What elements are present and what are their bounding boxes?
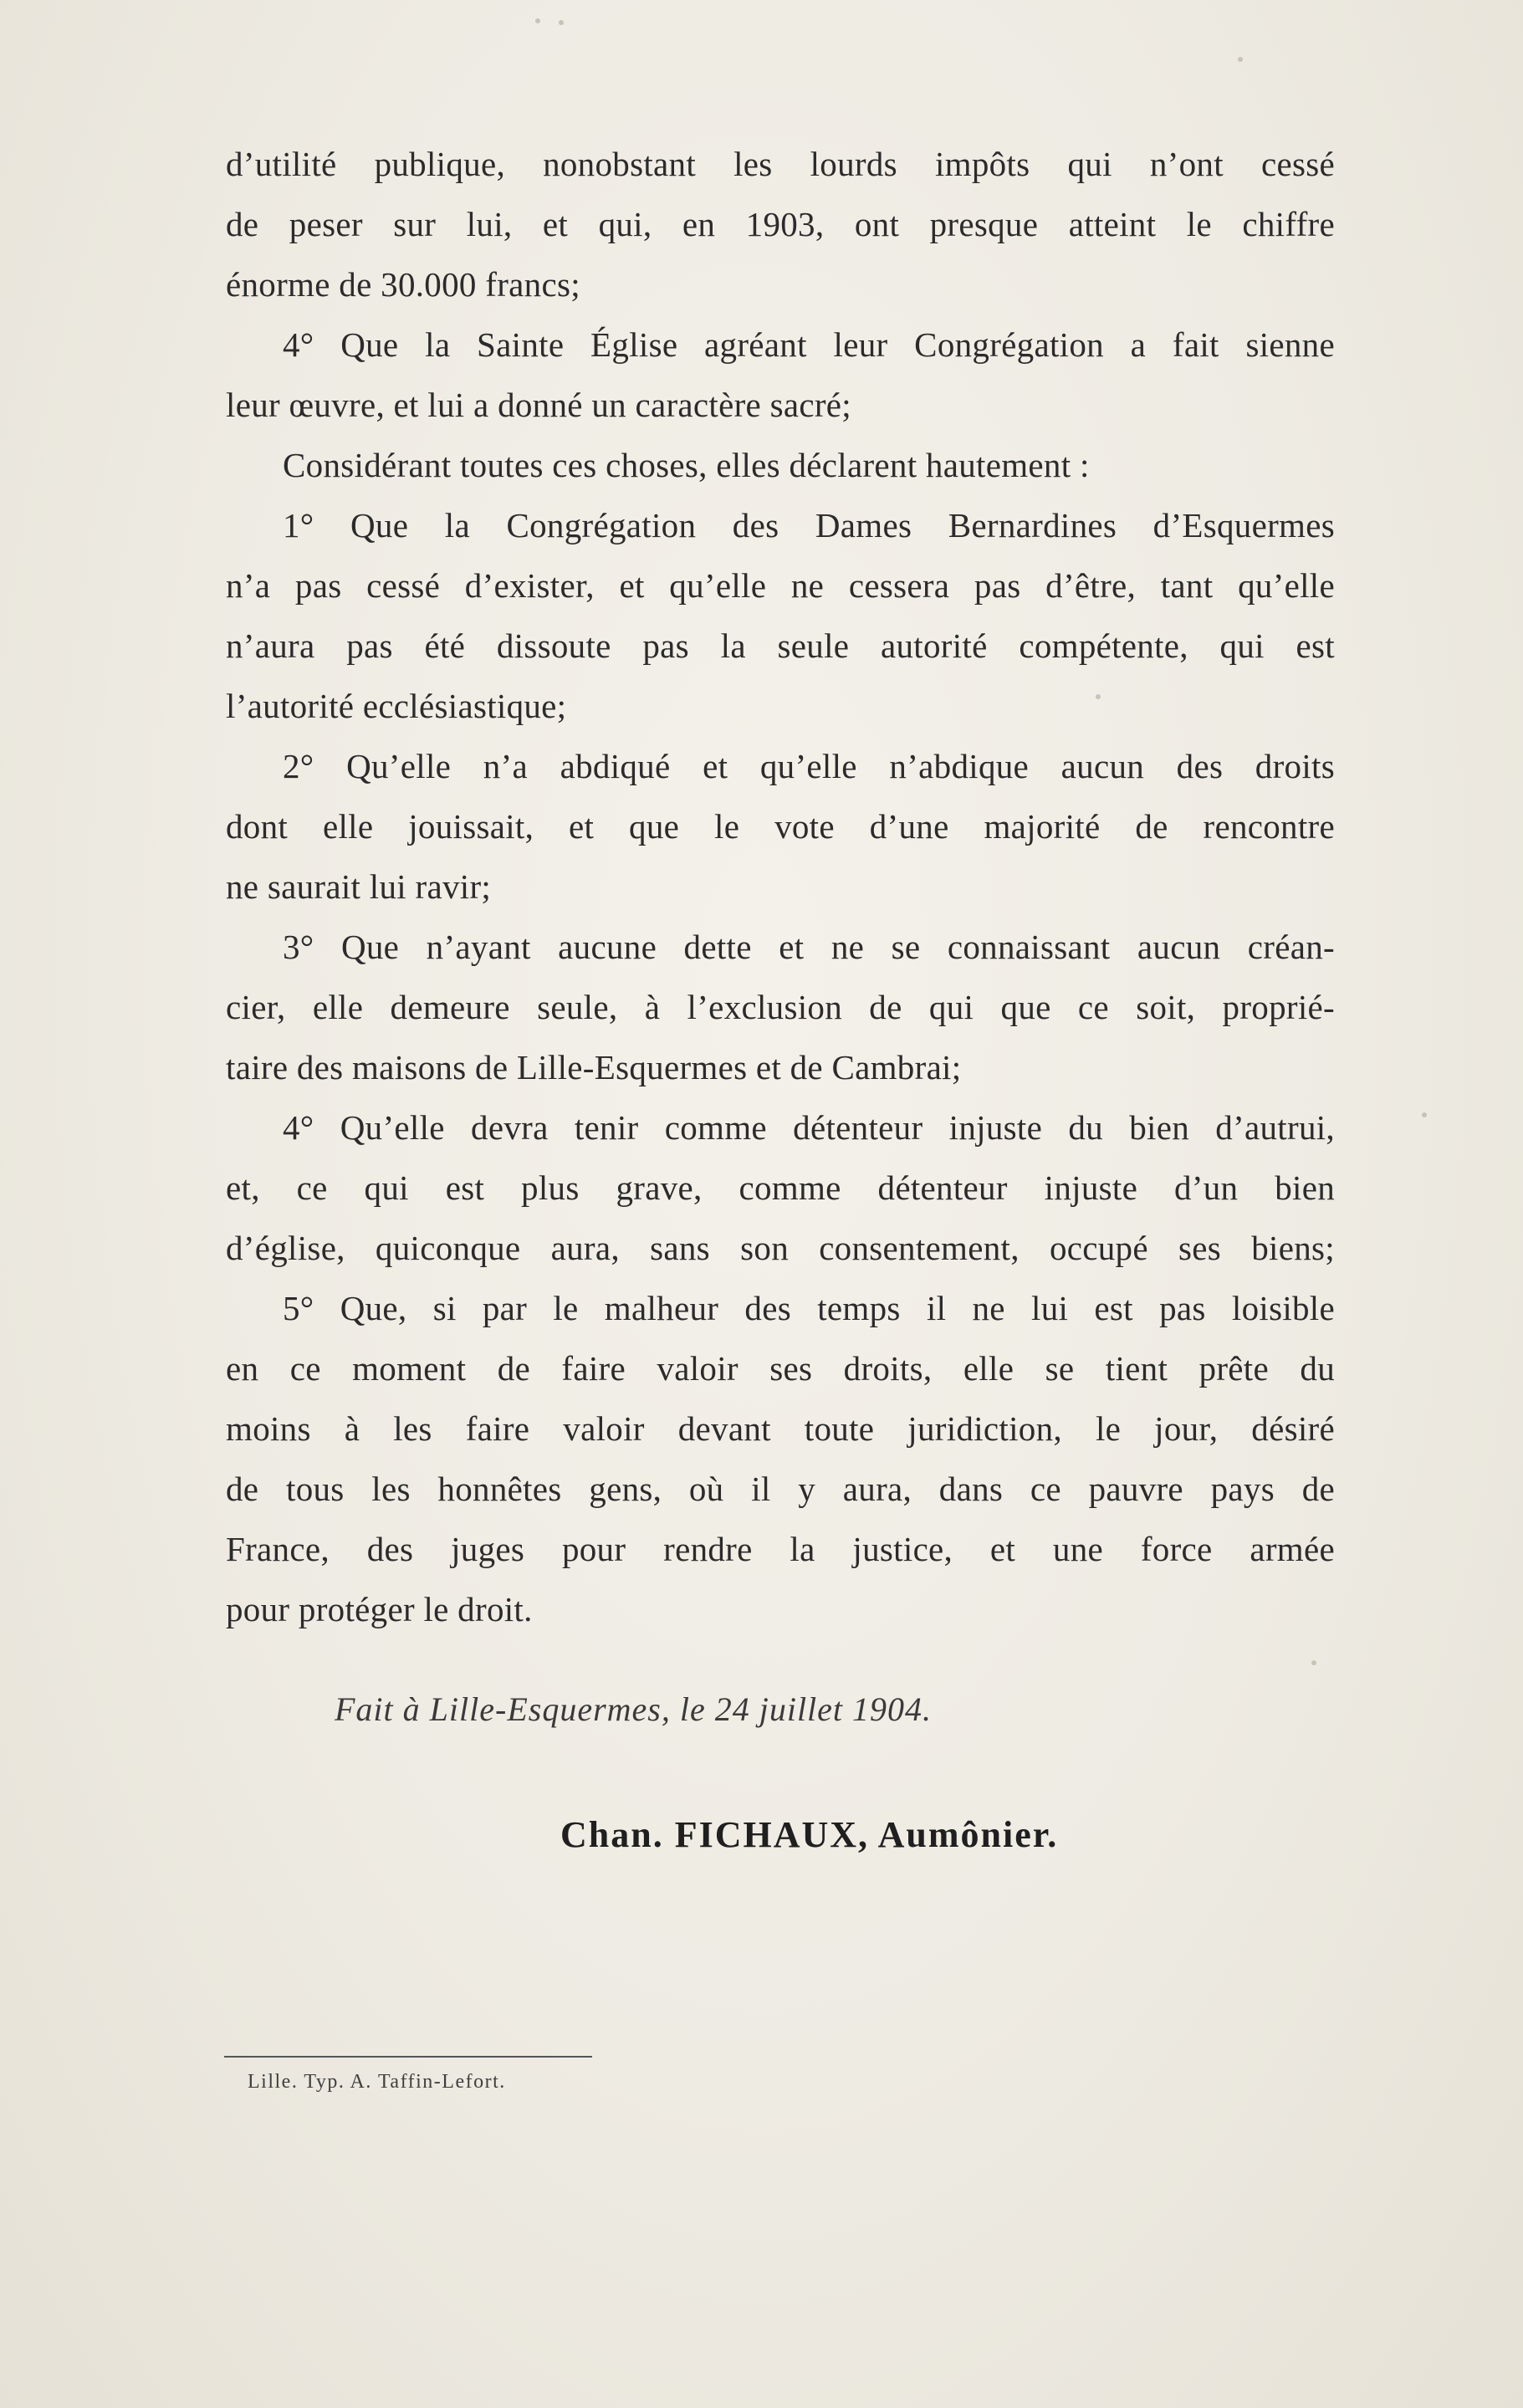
text-line: 2° Qu’elle n’a abdiqué et qu’elle n’abdique aucun des droits — [283, 747, 1335, 785]
text-line: ne saurait lui ravir; — [226, 867, 492, 906]
text-line: n’aura pas été dissoute pas la seule autorité compétente, qui est — [226, 626, 1335, 665]
text-line: en ce moment de faire valoir ses droits, elle se tient prête du — [226, 1349, 1335, 1388]
date-place-line: Fait à Lille-Esquermes, le 24 juillet 1904. — [335, 1690, 933, 1728]
paper-speck — [1311, 1660, 1316, 1665]
paper-speck — [1238, 57, 1243, 62]
paper-speck — [535, 18, 540, 23]
text-line: d’utilité publique, nonobstant les lourds impôts qui n’ont cessé — [226, 145, 1335, 183]
text-line: pour protéger le droit. — [226, 1590, 533, 1628]
text-line: énorme de 30.000 francs; — [226, 265, 580, 304]
text-line: taire des maisons de Lille-Esquermes et de Cambrai; — [226, 1048, 962, 1086]
text-line: et, ce qui est plus grave, comme détenteur injuste d’un bien — [226, 1168, 1335, 1207]
text-line: dont elle jouissait, et que le vote d’une majorité de rencontre — [226, 807, 1335, 846]
text-line: d’église, quiconque aura, sans son consentement, occupé ses biens; — [226, 1229, 1335, 1267]
signature: Chan. FICHAUX, Aumônier. — [560, 1814, 1059, 1855]
text-line: de tous les honnêtes gens, où il y aura, dans ce pauvre pays de — [226, 1470, 1335, 1508]
text-line: 3° Que n’ayant aucune dette et ne se connaissant aucun créan- — [283, 928, 1335, 966]
text-line: 5° Que, si par le malheur des temps il ne lui est pas loisible — [283, 1289, 1335, 1327]
text-line: de peser sur lui, et qui, en 1903, ont presque atteint le chiffre — [226, 205, 1335, 243]
text-line: moins à les faire valoir devant toute juridiction, le jour, désiré — [226, 1409, 1335, 1448]
text-line: 4° Qu’elle devra tenir comme détenteur injuste du bien d’autrui, — [283, 1108, 1335, 1147]
text-line: l’autorité ecclésiastique; — [226, 687, 567, 725]
paper-speck — [559, 20, 564, 25]
text-line: Considérant toutes ces choses, elles déclarent hautement : — [283, 446, 1090, 484]
text-line: 4° Que la Sainte Église agréant leur Congrégation a fait sienne — [283, 325, 1335, 364]
paper-speck — [1096, 694, 1101, 699]
paper-speck — [1422, 1112, 1427, 1117]
text-line: leur œuvre, et lui a donné un caractère sacré; — [226, 386, 851, 424]
text-line: France, des juges pour rendre la justice, et une force armée — [226, 1530, 1335, 1568]
body-text — [226, 134, 1335, 1639]
text-line: cier, elle demeure seule, à l’exclusion de qui que ce soit, proprié- — [226, 988, 1335, 1026]
text-line: 1° Que la Congrégation des Dames Bernardines d’Esquermes — [283, 506, 1335, 544]
footer-divider — [224, 2056, 592, 2058]
text-line: n’a pas cessé d’exister, et qu’elle ne cessera pas d’être, tant qu’elle — [226, 566, 1335, 605]
printer-imprint: Lille. Typ. A. Taffin-Lefort. — [248, 2071, 506, 2093]
